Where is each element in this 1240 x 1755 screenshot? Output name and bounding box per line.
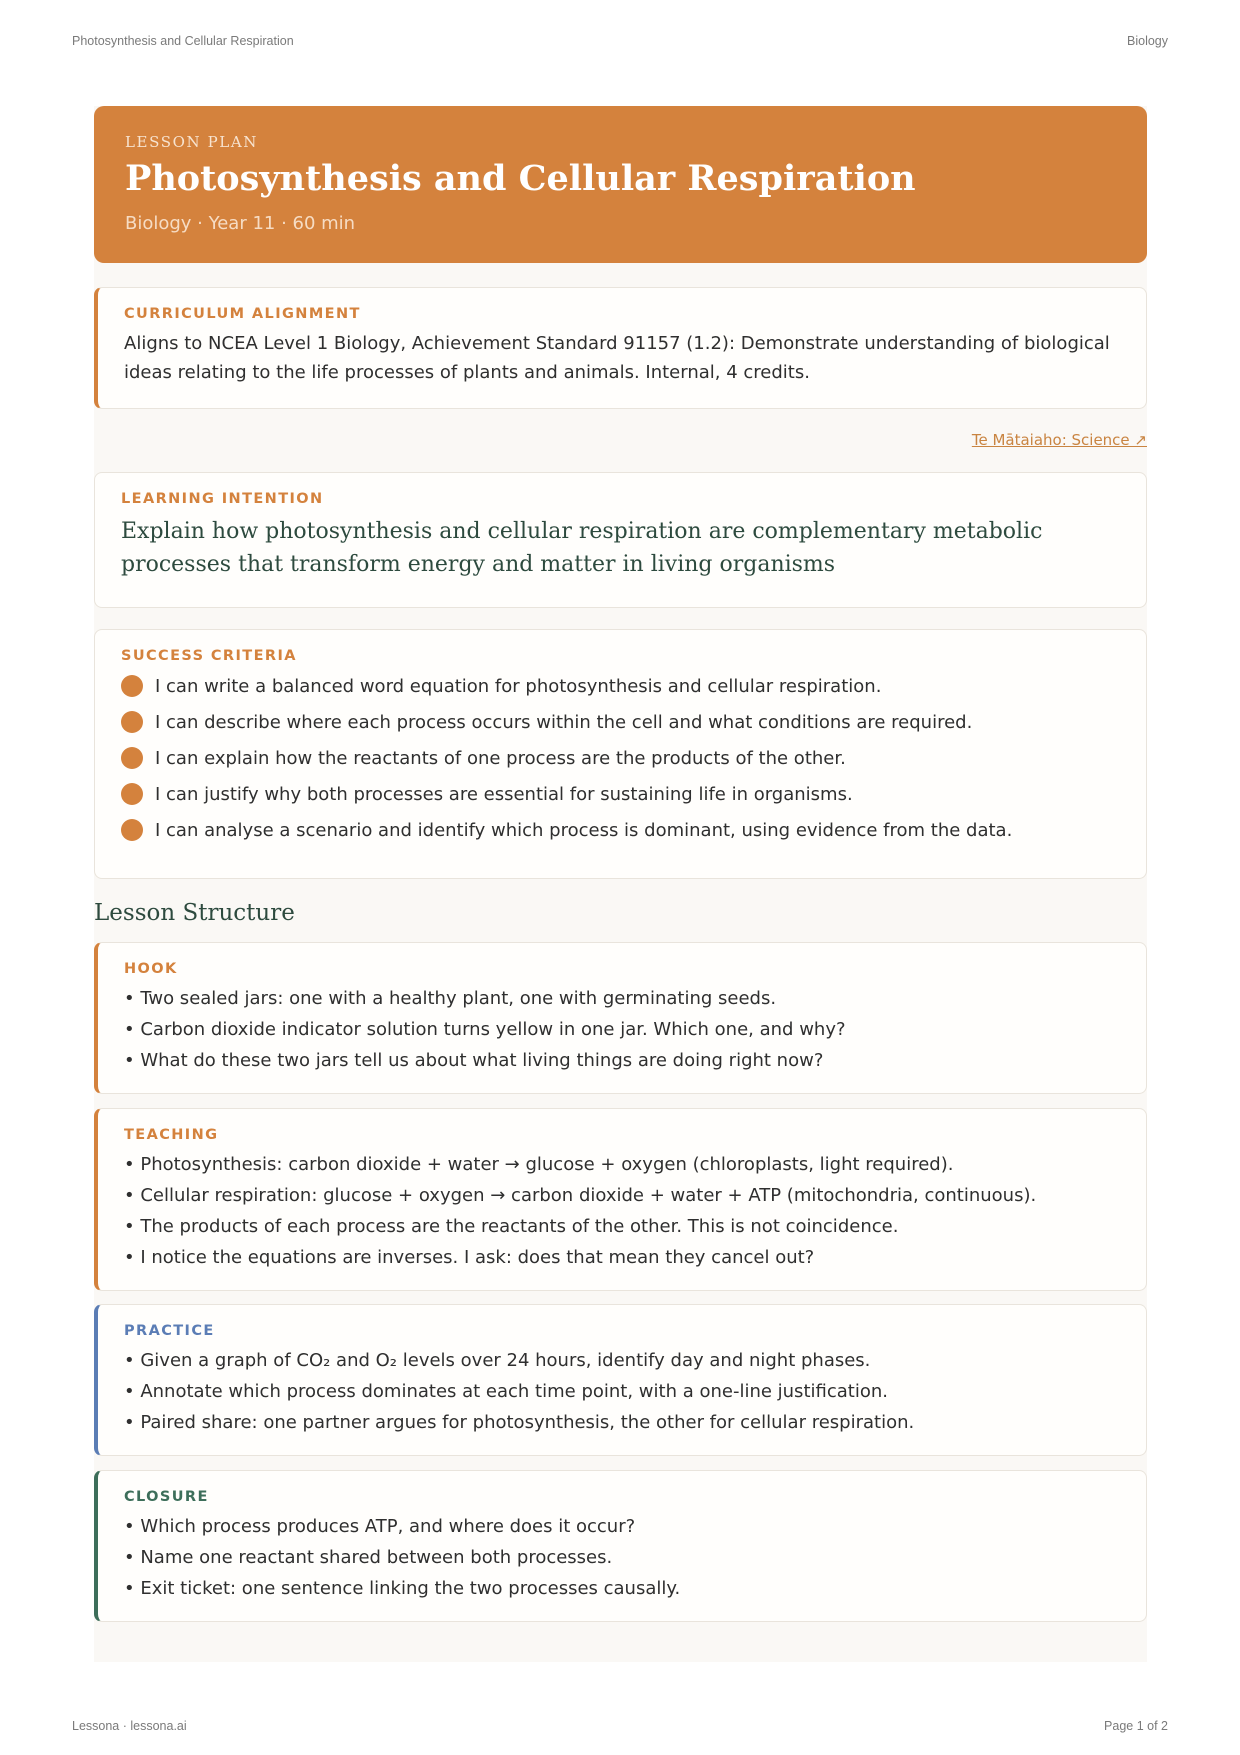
curriculum-alignment-label: CURRICULUM ALIGNMENT <box>124 306 361 322</box>
curriculum-alignment-card <box>94 287 1147 409</box>
learning-intention-card <box>94 472 1147 608</box>
success-criterion-text: I can write a balanced word equation for photosynthesis and cellular respiration. <box>155 676 882 697</box>
teaching-item: • I notice the equations are inverses. I ask: does that mean they cancel out? <box>124 1247 815 1268</box>
curriculum-external-link[interactable]: Te Mātaiaho: Science ↗ <box>971 431 1147 449</box>
success-criterion-text: I can explain how the reactants of one process are the products of the other. <box>155 748 846 769</box>
closure-card <box>94 1470 1147 1622</box>
teaching-label: TEACHING <box>124 1127 219 1143</box>
success-criterion <box>121 818 1120 854</box>
teaching-list <box>124 1149 1120 1273</box>
practice-label: PRACTICE <box>124 1323 215 1339</box>
success-criterion <box>121 782 1120 818</box>
lesson-title: Photosynthesis and Cellular Respiration <box>125 158 916 199</box>
practice-item: • Annotate which process dominates at each time point, with a one-line justification. <box>124 1381 888 1402</box>
success-criterion-text: I can describe where each process occurs within the cell and what conditions are required. <box>155 712 973 733</box>
practice-list <box>124 1345 1120 1438</box>
running-header-subject: Biology <box>1127 34 1168 48</box>
teaching-item: • The products of each process are the reactants of the other. This is not coincidence. <box>124 1216 899 1237</box>
hook-item: • Two sealed jars: one with a healthy plant, one with germinating seeds. <box>124 988 777 1009</box>
success-criteria-list <box>121 674 1120 854</box>
practice-card <box>94 1304 1147 1456</box>
bullet-dot-icon <box>121 747 143 769</box>
teaching-item: • Photosynthesis: carbon dioxide + water → glucose + oxygen (chloroplasts, light required). <box>124 1154 954 1175</box>
banner-kicker: LESSON PLAN <box>125 133 259 151</box>
running-header-title: Photosynthesis and Cellular Respiration <box>72 34 294 48</box>
hook-card <box>94 942 1147 1094</box>
closure-item: • Which process produces ATP, and where does it occur? <box>124 1516 636 1537</box>
learning-intention-label: LEARNING INTENTION <box>121 491 324 507</box>
bullet-dot-icon <box>121 675 143 697</box>
closure-item: • Name one reactant shared between both processes. <box>124 1547 613 1568</box>
curriculum-alignment-text: Aligns to NCEA Level 1 Biology, Achievement Standard 91157 (1.2): Demonstrate understanding of biological ideas relating to the life processes of plants and animals. Internal, 4 credits. <box>124 333 1110 383</box>
footer-brand: Lessona · lessona.ai <box>72 1719 187 1733</box>
success-criterion <box>121 746 1120 782</box>
closure-list <box>124 1511 1120 1604</box>
success-criterion <box>121 674 1120 710</box>
learning-intention-text: Explain how photosynthesis and cellular respiration are complementary metabolic processes that transform energy and matter in living organisms <box>121 519 1043 577</box>
success-criteria-card <box>94 629 1147 879</box>
bullet-dot-icon <box>121 711 143 733</box>
lesson-plan-sheet <box>94 106 1147 1662</box>
success-criterion-text: I can analyse a scenario and identify which process is dominant, using evidence from the data. <box>155 820 1013 841</box>
practice-item: • Paired share: one partner argues for photosynthesis, the other for cellular respiration. <box>124 1412 915 1433</box>
lesson-banner <box>94 106 1147 263</box>
lesson-structure-heading: Lesson Structure <box>94 900 295 926</box>
bullet-dot-icon <box>121 783 143 805</box>
hook-list <box>124 983 1120 1076</box>
hook-label: HOOK <box>124 961 178 977</box>
hook-item: • What do these two jars tell us about what living things are doing right now? <box>124 1050 824 1071</box>
hook-item: • Carbon dioxide indicator solution turns yellow in one jar. Which one, and why? <box>124 1019 846 1040</box>
footer-page-number: Page 1 of 2 <box>1104 1719 1168 1733</box>
closure-label: CLOSURE <box>124 1489 209 1505</box>
lesson-meta: Biology · Year 11 · 60 min <box>125 213 356 234</box>
closure-item: • Exit ticket: one sentence linking the two processes causally. <box>124 1578 681 1599</box>
bullet-dot-icon <box>121 819 143 841</box>
success-criterion-text: I can justify why both processes are essential for sustaining life in organisms. <box>155 784 853 805</box>
practice-item: • Given a graph of CO₂ and O₂ levels over 24 hours, identify day and night phases. <box>124 1350 871 1371</box>
success-criterion <box>121 710 1120 746</box>
teaching-item: • Cellular respiration: glucose + oxygen → carbon dioxide + water + ATP (mitochondria, continuous). <box>124 1185 1037 1206</box>
teaching-card <box>94 1108 1147 1291</box>
success-criteria-label: SUCCESS CRITERIA <box>121 648 297 664</box>
